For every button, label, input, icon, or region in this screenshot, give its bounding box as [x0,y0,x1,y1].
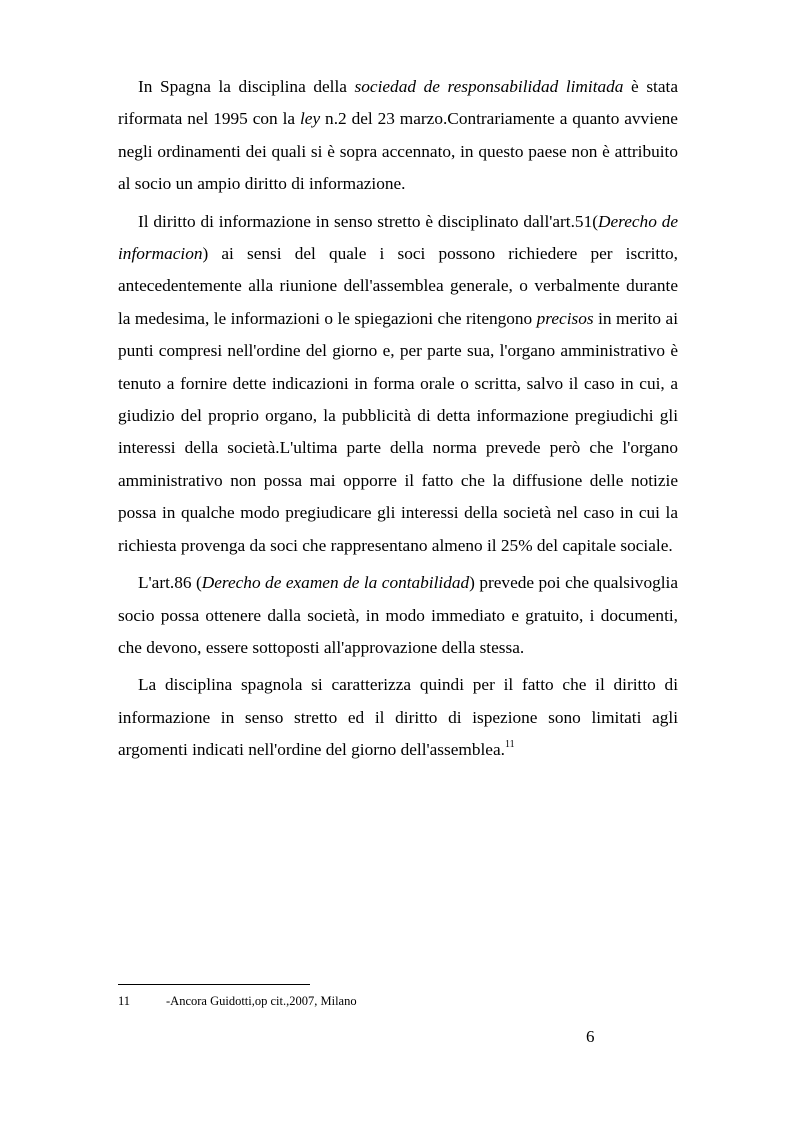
footnote-text: -Ancora Guidotti,op cit.,2007, Milano [166,994,357,1008]
text-segment-italic: precisos [536,308,594,328]
text-segment: In Spagna la disciplina della [138,77,355,96]
text-segment: La disciplina spagnola si caratterizza quindi per il fatto che il diritto di informazione in senso stretto ed il diritto di ispezione sono limitati agli argomenti indicati nell'ordine del giorno dell'assemblea. [118,675,678,760]
text-segment: ) prevede poi che qualsivoglia socio possa ottenere dalla società, in modo immediato e gratuito, i documenti, che devono, essere sottoposti all'approvazione della stessa. [118,573,679,657]
text-segment-italic: Derecho de informacion [118,211,679,264]
text-segment: L'art.86 ( [138,573,202,593]
text-segment: ) ai sensi del quale i soci possono richiedere per iscritto, antecedentemente alla riunione dell'assemblea generale, o verbalmente durante la medesima, le informazioni o le spiegazioni che ritengono [118,244,678,328]
paragraph-art-86 [118,567,678,664]
paragraph-spain-srl [118,71,678,201]
text-segment-italic: ley [299,109,321,129]
paragraph-conclusion [118,669,678,766]
footnote-separator [118,984,310,985]
text-segment: è stata riformata nel 1995 con la [118,77,679,129]
text-segment: in merito ai punti compresi nell'ordine del giorno e, per parte sua, l'organo amministrativo è tenuto a fornire dette indicazioni in forma orale o scritta, salvo il caso in cui, a giudizio del proprio organo, la pubblicità di detta informazione pregiudichi gli interessi della società.L'ultima parte della norma prevede però che l'organo amministrativo non possa mai opporre il fatto che la diffusione delle notizie possa in qualche modo pregiudicare gli interessi della società nel caso in cui la richiesta provenga da soci che rappresentano almeno il 25% del capitale sociale. [118,308,678,555]
text-segment: Il diritto di informazione in senso stretto è disciplinato dall'art.51( [138,211,598,231]
footnote [118,993,678,1009]
document-body [118,71,678,767]
footnote-reference[interactable]: 11 [504,739,515,751]
text-segment: n.2 del 23 marzo.Contrariamente a quanto avviene negli ordinamenti dei quali si è sopra accennato, in questo paese non è attribuito al socio un ampio diritto di informazione. [118,109,678,194]
page-number: 6 [586,1027,595,1046]
text-segment-italic: sociedad de responsabilidad limitada [354,77,624,96]
text-segment-italic: Derecho de examen de la contabilidad [201,573,470,593]
paragraph-diritto-informazione [118,206,678,562]
footnote-number: 11 [118,994,131,1008]
